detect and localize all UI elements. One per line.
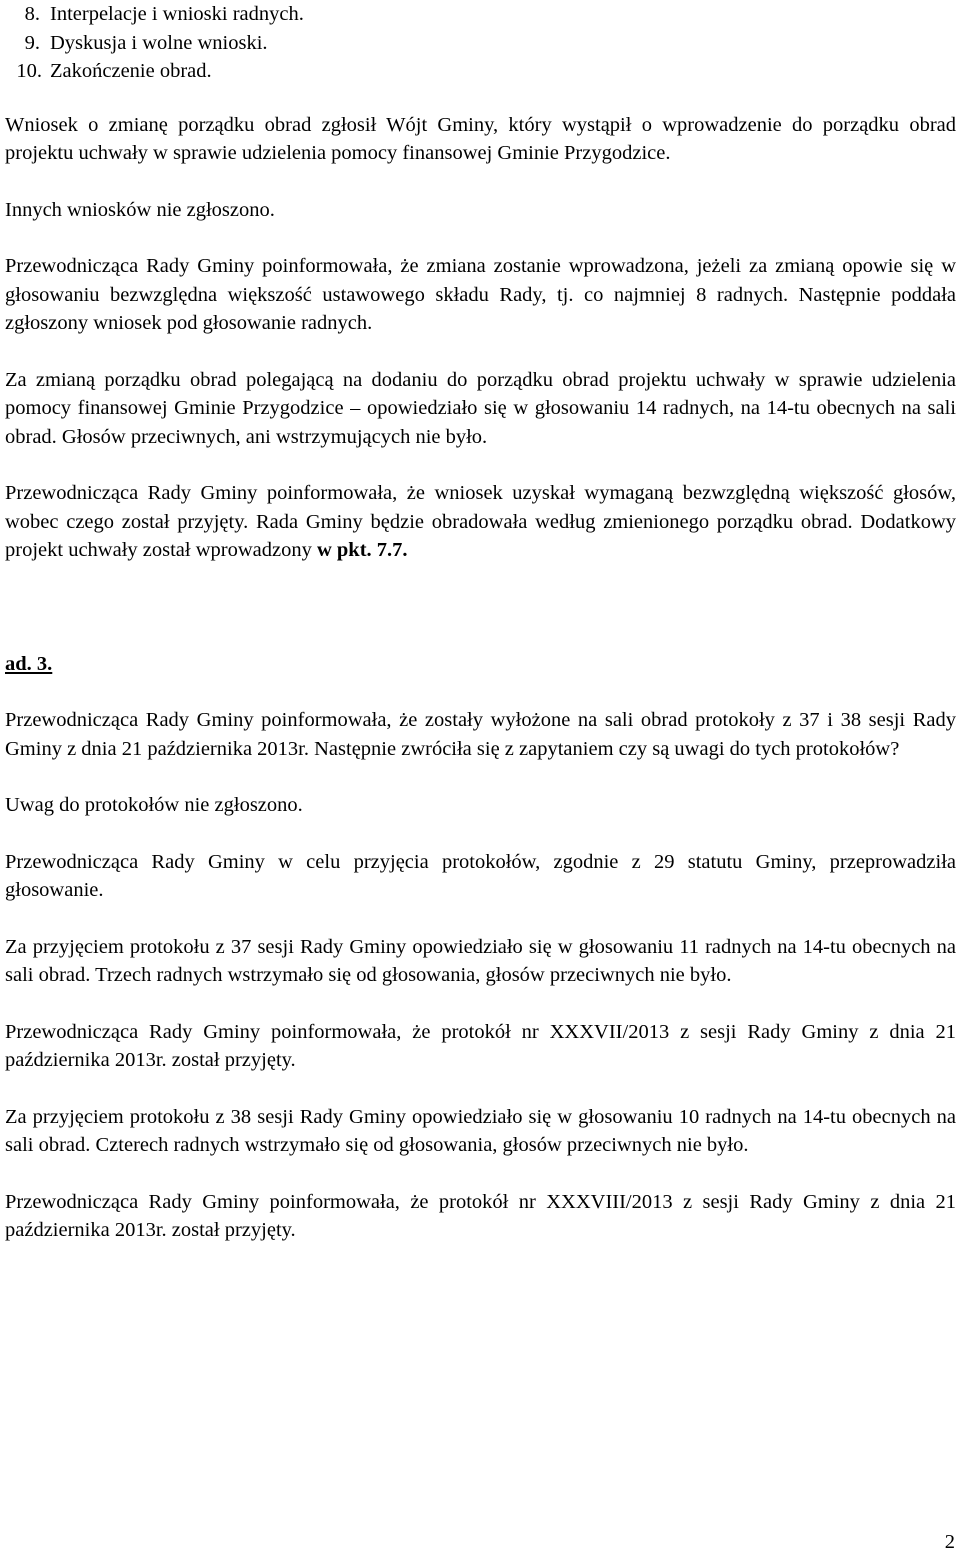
paragraph-vote-protocol-38: Za przyjęciem protokołu z 38 sesji Rady Gminy opowiedziało się w głosowaniu 10 radnych na 14-tu obecnych na sali obrad. Czterech radnych wstrzymało się od głosowania, głosów przeciwnych nie było. — [5, 1105, 956, 1156]
agenda-item — [16, 29, 956, 58]
agenda-list — [5, 0, 956, 86]
section-heading: ad. 3. — [5, 652, 53, 675]
agenda-item-text: Dyskusja i wolne wnioski. — [50, 31, 268, 54]
paragraph-protocol-38-accepted: Przewodnicząca Rady Gminy poinformowała, że protokół nr XXXVIII/2013 z sesji Rady Gminy z dnia 21 października 2013r. został przyjęty. — [5, 1190, 956, 1241]
agenda-item-number: 10. — [16, 60, 42, 82]
agenda-item — [16, 0, 956, 29]
paragraph-protocols-presented: Przewodnicząca Rady Gminy poinformowała, że zostały wyłożone na sali obrad protokoły z 37 i 38 sesji Rady Gminy z dnia 21 października 2013r. Następnie zwróciła się z zapytaniem czy są uwagi do tych protokołów? — [5, 709, 956, 760]
agenda-item-number: 8. — [24, 3, 40, 25]
paragraph-chair-info-majority: Przewodnicząca Rady Gminy poinformowała, że zmiana zostanie wprowadzona, jeżeli za zmianą opowie się w głosowaniu bezwzględna większość ustawowego składu Rady, tj. co najmniej 8 radnych. Następnie poddała zgłoszony wniosek pod głosowanie radnych. — [5, 255, 956, 334]
paragraph-protocol-37-accepted: Przewodnicząca Rady Gminy poinformowała, że protokół nr XXXVII/2013 z sesji Rady Gminy z dnia 21 października 2013r. został przyjęty. — [5, 1020, 956, 1071]
paragraph-motion-accepted — [5, 479, 956, 565]
paragraph-vote-protocol-37: Za przyjęciem protokołu z 37 sesji Rady Gminy opowiedziało się w głosowaniu 11 radnych na 14-tu obecnych na sali obrad. Trzech radnych wstrzymało się od głosowania, głosów przeciwnych nie było. — [5, 935, 956, 986]
agenda-item-text: Zakończenie obrad. — [50, 60, 212, 82]
paragraph-vote-result-agenda: Za zmianą porządku obrad polegającą na dodaniu do porządku obrad projektu uchwały w sprawie udzielenia pomocy finansowej Gminie Przygodzice – opowiedziało się w głosowaniu 14 radnych, na 14-tu obecnych na sali obrad. Głosów przeciwnych, ani wstrzymujących nie było. — [5, 368, 956, 448]
document-page — [5, 0, 956, 1245]
motion-accepted-text: Przewodnicząca Rady Gminy poinformowała, że wniosek uzyskał wymaganą bezwzględną większość głosów, wobec czego został przyjęty. Rada Gminy będzie obradowała według zmienionego porządku obrad. Dodatkowy projekt uchwały został wprowadzony — [5, 482, 956, 561]
paragraph-agenda-change-request: Wniosek o zmianę porządku obrad zgłosił Wójt Gminy, który wystąpił o wprowadzenie do porządku obrad projektu uchwały w sprawie udzielenia pomocy finansowej Gminie Przygodzice. — [5, 113, 956, 164]
paragraph-vote-conducted: Przewodnicząca Rady Gminy w celu przyjęcia protokołów, zgodnie z 29 statutu Gminy, przeprowadziła głosowanie. — [5, 850, 956, 901]
agenda-item-text: Interpelacje i wnioski radnych. — [50, 3, 304, 25]
page-number: 2 — [944, 1531, 955, 1553]
agenda-point-reference: w pkt. 7.7. — [316, 539, 408, 561]
paragraph-no-remarks: Uwag do protokołów nie zgłoszono. — [5, 794, 303, 816]
agenda-item — [5, 57, 956, 86]
agenda-item-number: 9. — [24, 31, 40, 54]
paragraph-no-other-requests: Innych wniosków nie zgłoszono. — [5, 198, 275, 221]
